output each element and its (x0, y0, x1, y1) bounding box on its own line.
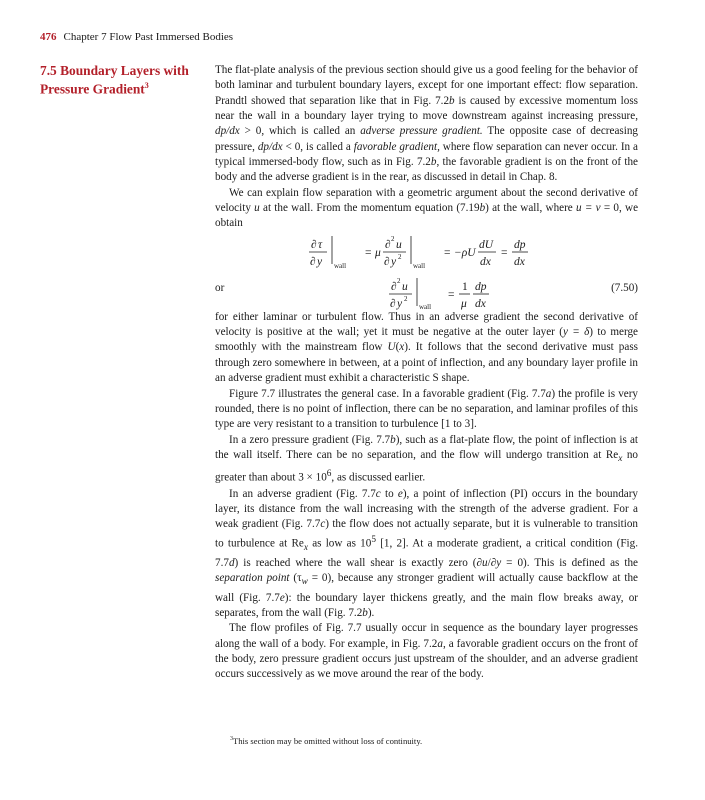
eq1-d2-den-d: ∂ (384, 255, 390, 268)
eq1-equals-3: = (501, 246, 508, 259)
page-number: 476 (40, 31, 57, 43)
chapter-title: Chapter 7 Flow Past Immersed Bodies (63, 31, 234, 43)
section-heading (40, 63, 210, 96)
eq2-num-d: ∂ (391, 280, 397, 293)
section-footnote-mark: 3 (144, 81, 149, 90)
body-text (215, 63, 638, 683)
paragraph-5: In a zero pressure gradient (Fig. 7.7b), such as a flat-plate flow, the point of inflection is at the wall itself. There can be no separation, and the flow will undergo transition at $Re_x$ no greater than about $3 \times 10^6$, as discussed earlier. (215, 433, 638, 485)
eq2-den-2: 2 (404, 294, 408, 303)
eq1-dx-2: dx (514, 255, 525, 268)
eq1-mu: μ (375, 246, 381, 259)
eq1-equals-1: = (365, 246, 372, 259)
eq1-d2-num-u: u (396, 238, 402, 251)
eq1-num-tau: τ (318, 238, 323, 251)
eq2-wall-label: wall (419, 302, 432, 310)
eq1-d2-den-y: y (391, 255, 397, 268)
eq1-d2-num-d: ∂ (385, 238, 391, 251)
eq2-mu: μ (461, 297, 467, 310)
paragraph-7: The flow profiles of Fig. 7.7 usually occur in sequence as the boundary layer progresses along the wall of a body. For example, in Fig. 7.2a, a favorable gradient occurs on the front of the body, zero pressure gradient occurs just upstream of the shoulder, and an adverse gradient occurs successively as we move around the rear of the body. (215, 622, 638, 681)
eq1-den-d: ∂ (310, 255, 316, 268)
paragraph-3: for either laminar or turbulent flow. Thus in an adverse gradient the second derivative of velocity is positive at the wall; yet it must be negative at the outer layer (y = δ) to merge smoothly with the mainstream flow U(x). It follows that the second derivative must pass through zero somewhere in between, at a point of inflection, and any boundary layer profile in an adverse gradient must exhibit a characteristic S shape. (215, 310, 638, 385)
eq1-wall-label-2: wall (413, 261, 426, 270)
eq1-d2-den-2: 2 (398, 252, 402, 261)
equation-or: or (215, 281, 225, 294)
eq2-one: 1 (462, 280, 468, 293)
eq2-dx: dx (475, 297, 486, 310)
eq1-equals-2: = (444, 246, 451, 259)
eq1-dx-1: dx (480, 255, 491, 268)
eq2-den-y: y (397, 297, 403, 310)
footnote-text: This section may be omitted without loss of continuity. (233, 736, 423, 746)
eq1-num-d: ∂ (311, 238, 317, 251)
eq1-rho-u: −ρU (454, 246, 476, 259)
eq2-num-2: 2 (397, 276, 401, 285)
section-title-line2: Pressure Gradient (40, 81, 145, 97)
eq1-d2-num-2: 2 (391, 234, 395, 243)
footnote-mark: 3 (230, 736, 233, 743)
paragraph-6: In an adverse gradient (Fig. 7.7c to e), a point of inflection (PI) occurs in the boundary layer, its distance from the wall increasing with the strength of the adverse gradient. For a weak gradient (Fig. 7.7c) the flow does not actually separate, but it is vulnerable to transition to turbulence at $Re_x$ as low as $10^5$ [1, 2]. At a moderate gradient, a critical condition (Fig. 7.7d) is reached where the wall shear is exactly zero (∂u/∂y = 0). This is defined as the separation point $(\tau_w = 0)$, because any stronger gradient will actually cause backflow at the wall (Fig. 7.7e): the boundary layer thickens greatly, and the main flow breaks away, or separates, from the wall (Fig. 7.2b). (215, 487, 639, 620)
eq1-dU: dU (479, 238, 494, 251)
eq1-den-y: y (317, 255, 323, 268)
eq2-num-u: u (402, 280, 408, 293)
footnote (230, 736, 422, 746)
eq2-dp: dp (475, 280, 487, 293)
eq2-equals: = (448, 288, 455, 301)
running-header (40, 31, 233, 43)
paragraph-1: The flat-plate analysis of the previous section should give us a good feeling for the behavior of both laminar and turbulent boundary layers, except for one important effect: flow separation. Prandtl showed that separation like that in Fig. 7.2b is caused by excessive momentum loss near the wall in a boundary layer trying to move downstream against increasing pressure, dp/dx > 0, which is called an adverse pressure gradient. The opposite case of decreasing pressure, dp/dx < 0, is called a favorable gradient, where flow separation can never occur. In a typical immersed-body flow, such as in Fig. 7.2b, the favorable gradient is on the front of the body and the adverse gradient is in the rear, as discussed in detail in Chap. 8. (215, 64, 638, 184)
eq1-wall-label: wall (334, 261, 347, 270)
paragraph-2: We can explain flow separation with a geometric argument about the second derivative of velocity u at the wall. From the momentum equation (7.19b) at the wall, where u = v = 0, we obtain (215, 186, 639, 230)
equation-block (215, 232, 638, 310)
paragraph-4: Figure 7.7 illustrates the general case. In a favorable gradient (Fig. 7.7a) the profile is very rounded, there is no point of inflection, there can be no separation, and laminar profiles of this type are very resistant to a transition to turbulence [1 to 3]. (215, 387, 638, 431)
equation-number: (7.50) (611, 281, 638, 294)
eq1-dp: dp (514, 238, 526, 251)
equation-graphic (215, 232, 638, 310)
section-title-line1: 7.5 Boundary Layers with (40, 63, 189, 78)
eq2-den-d: ∂ (390, 297, 396, 310)
